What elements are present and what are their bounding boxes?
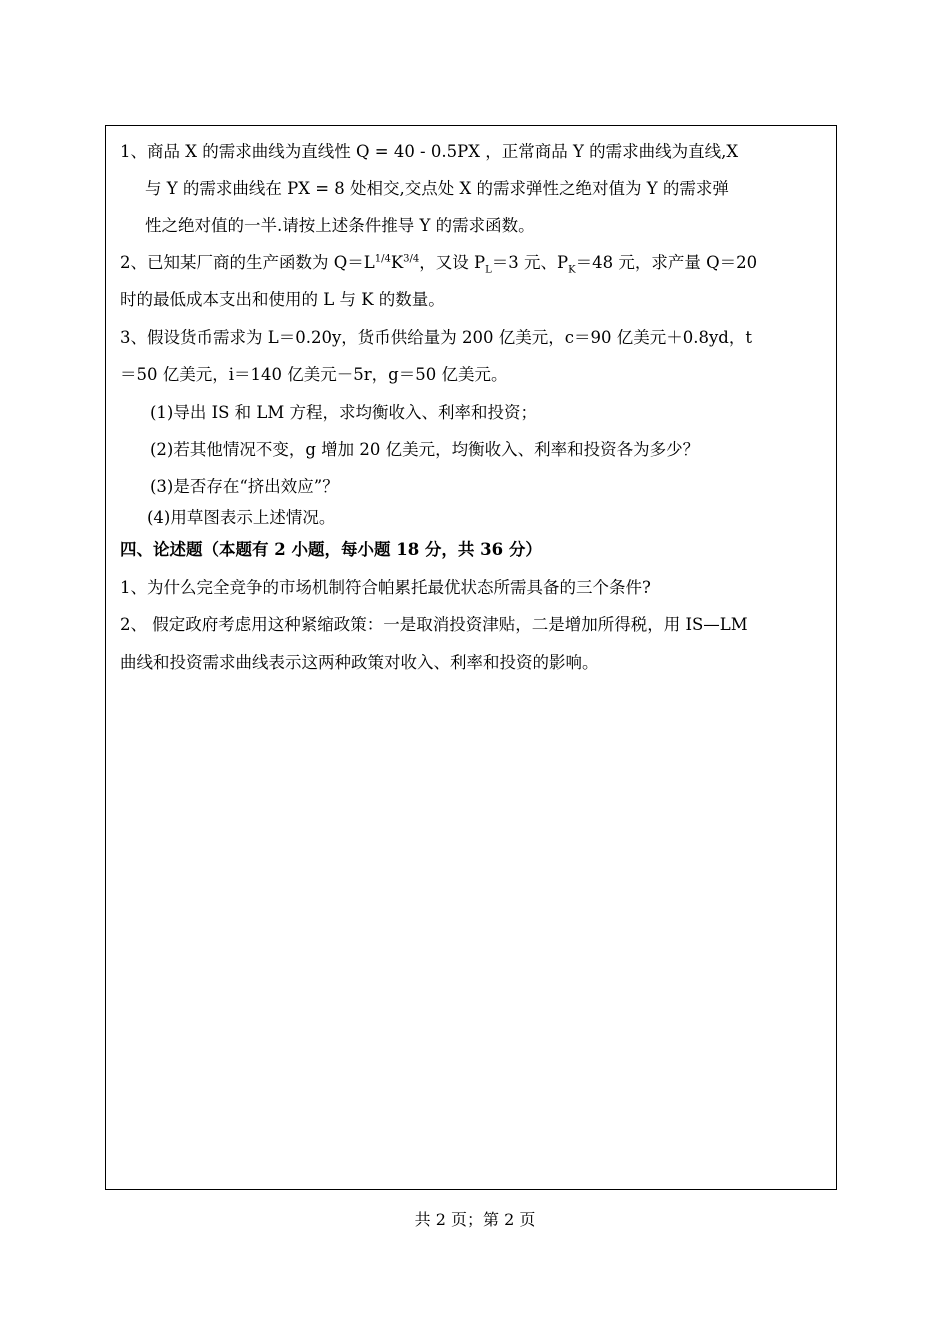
q2-k: K [390,253,404,272]
q2-sub-l: L [485,264,492,276]
q1-line2: 与 Y 的需求曲线在 PX = 8 处相交,交点处 X 的需求弹性之绝对值为 Y 的需求弹 [145,179,729,198]
q2-exp-k: 3/4 [403,253,420,265]
q1-line1: 1、商品 X 的需求曲线为直线性 Q = 40 - 0.5PX ，正常商品 Y 的需求曲线为直线,X [120,142,739,161]
section4-q2-line2: 曲线和投资需求曲线表示这两种政策对收入、利率和投资的影响。 [120,653,599,672]
q3-line2: ＝50 亿美元，i＝140 亿美元－5r，g＝50 亿美元。 [120,365,508,384]
q2-exp-l: 1/4 [374,253,391,265]
q1-line3: 性之绝对值的一半.请按上述条件推导 Y 的需求函数。 [145,216,535,235]
q2-mid2: ＝3 元、P [491,253,569,272]
q3-sub2: (2)若其他情况不变，g 增加 20 亿美元，均衡收入、利率和投资各为多少？ [150,440,700,459]
q3-sub3: (3)是否存在“挤出效应”？ [150,477,339,496]
q2-line2: 时的最低成本支出和使用的 L 与 K 的数量。 [120,290,445,309]
section4-q2-line1: 2、 假定政府考虑用这种紧缩政策：一是取消投资津贴，二是增加所得税，用 IS—LM [120,615,748,634]
q2-mid1: ，又设 P [419,253,486,272]
q2-line1 [120,252,757,274]
q2-suffix: ＝48 元，求产量 Q＝20 [575,253,758,272]
section4-heading: 四、论述题（本题有 2 小题，每小题 18 分，共 36 分） [120,540,542,559]
q2-prefix: 2、已知某厂商的生产函数为 Q＝L [120,253,375,272]
q3-sub1: (1)导出 IS 和 LM 方程，求均衡收入、利率和投资； [150,403,538,422]
q3-sub4: (4)用草图表示上述情况。 [147,508,336,527]
q3-line1: 3、假设货币需求为 L＝0.20y，货币供给量为 200 亿美元，c＝90 亿美元＋0.8yd，t [120,328,752,347]
page-footer: 共 2 页；第 2 页 [414,1210,536,1229]
q2-sub-k: K [568,264,576,276]
section4-q1: 1、为什么完全竞争的市场机制符合帕累托最优状态所需具备的三个条件? [120,578,651,597]
